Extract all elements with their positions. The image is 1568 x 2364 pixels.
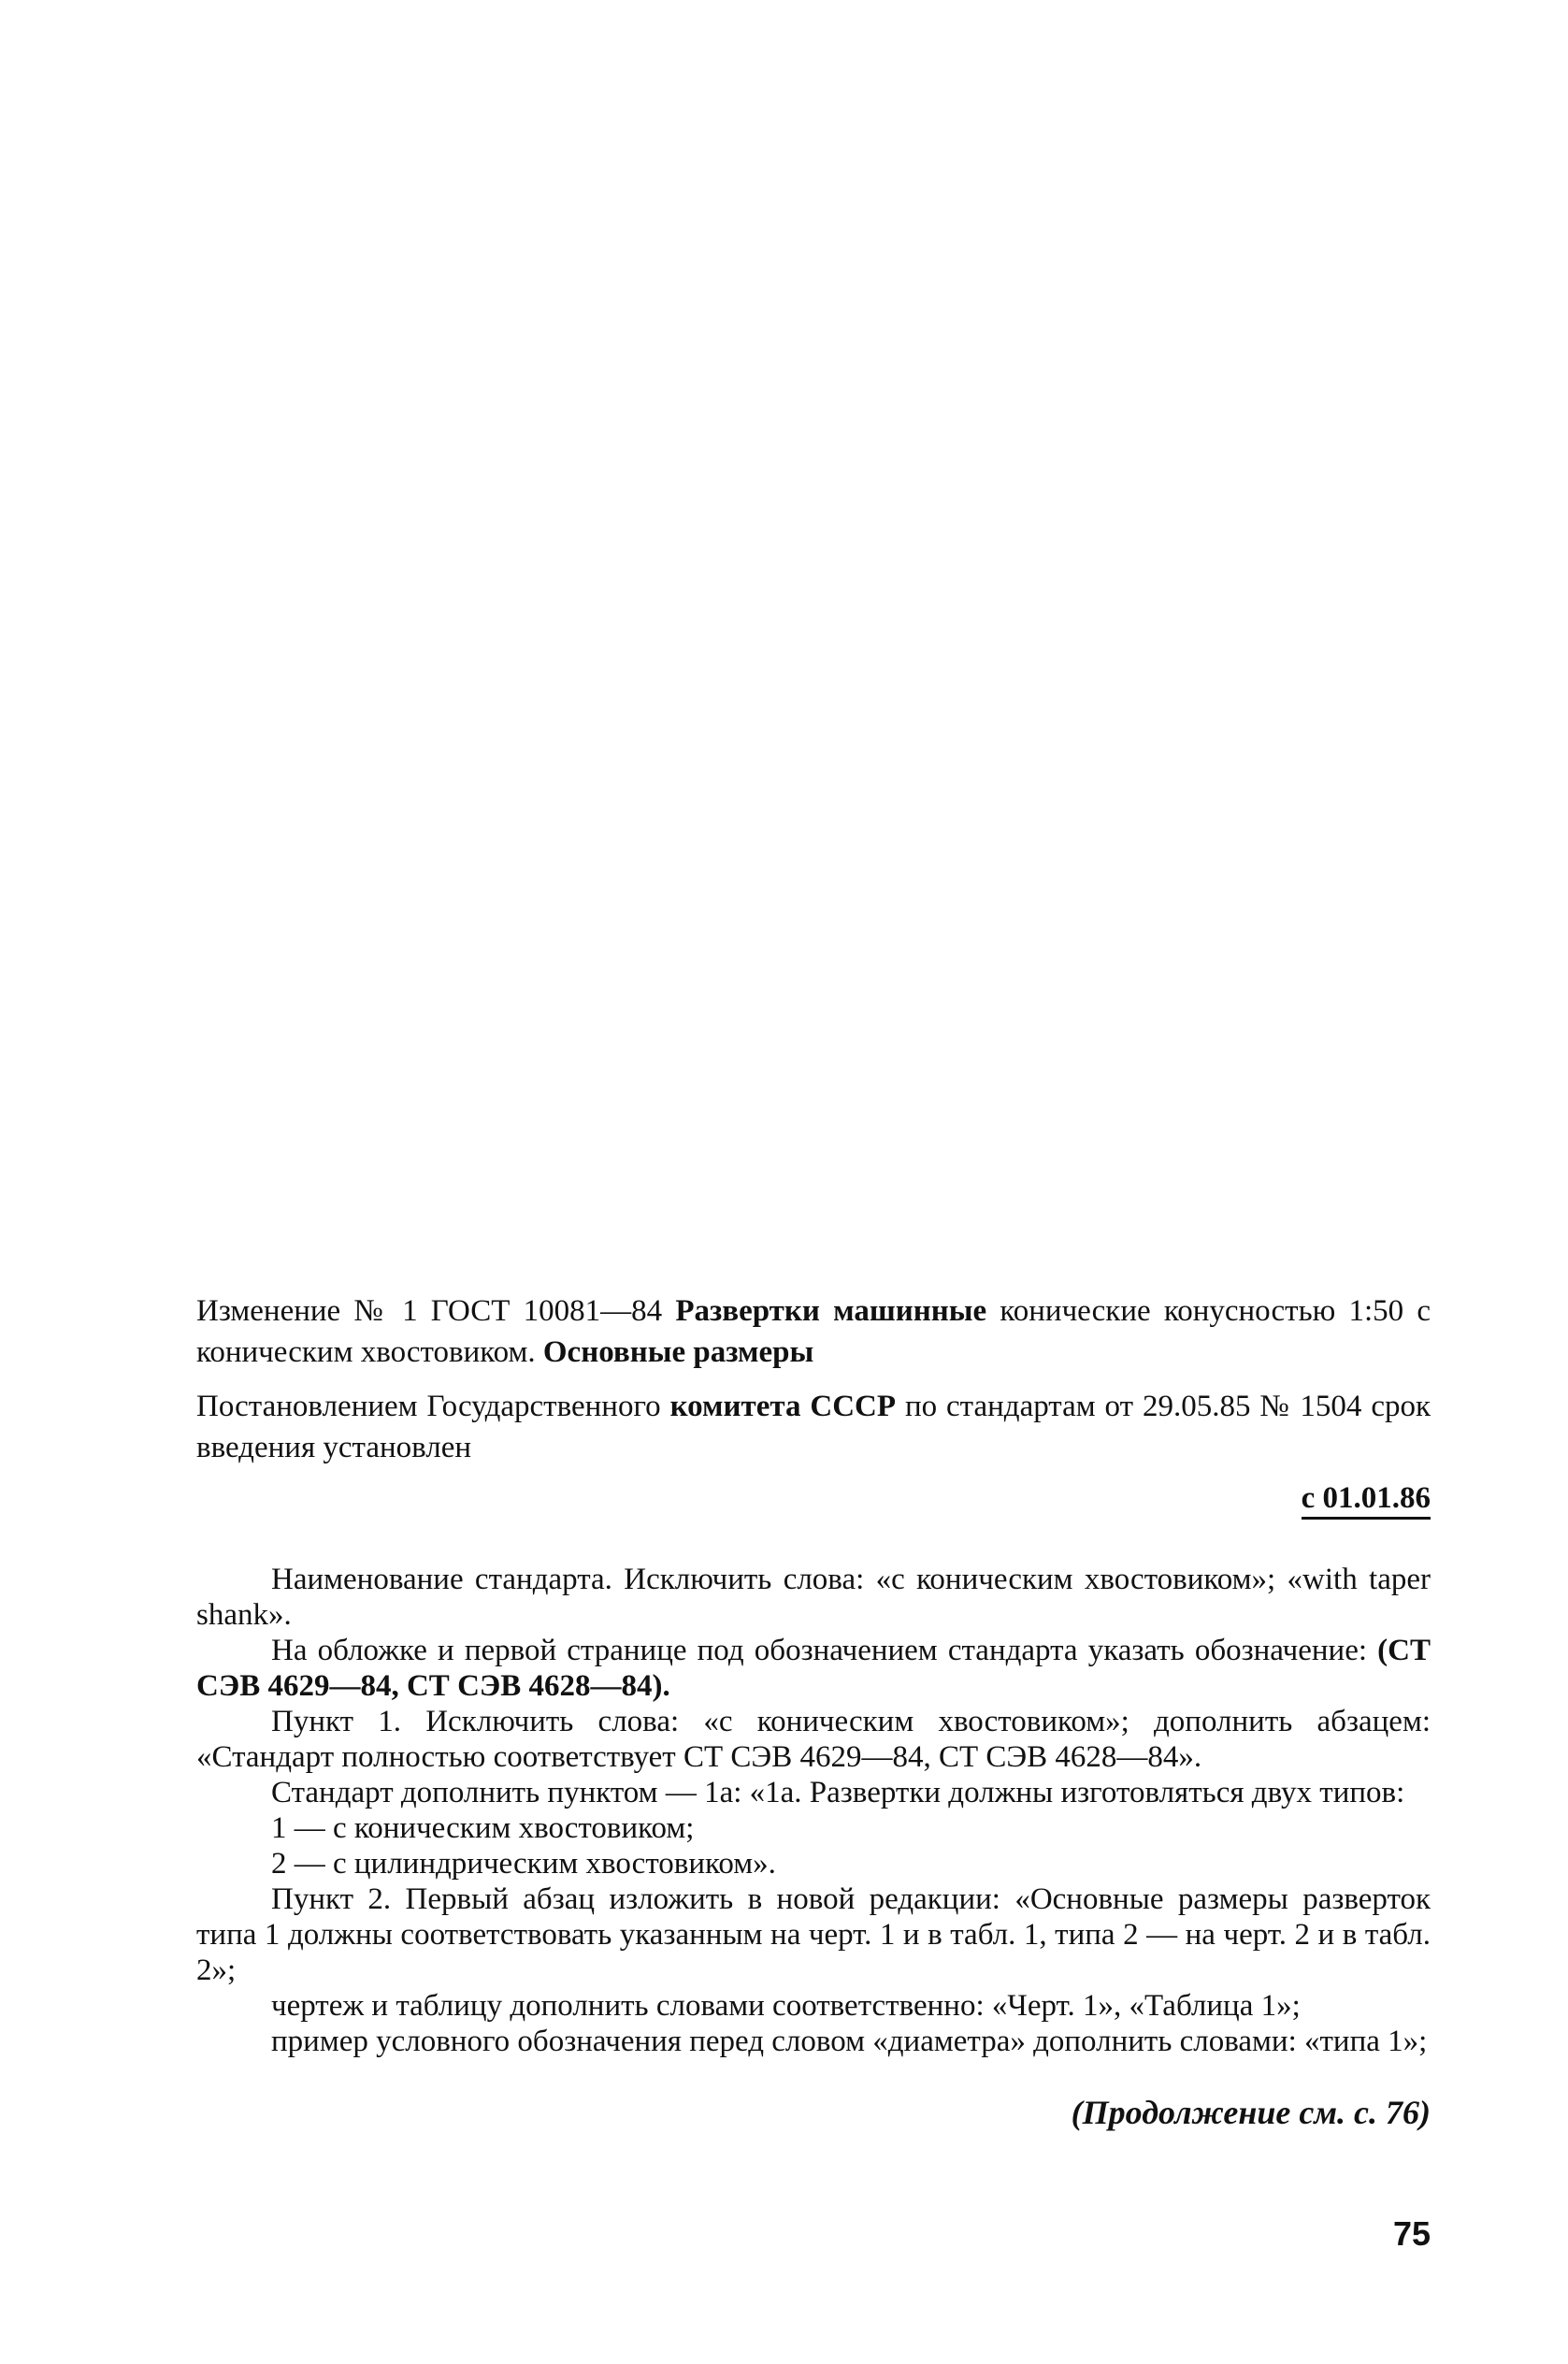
title-part-2: конические конусностью 1:50 с коническим хвостовиком. — [196, 1294, 1431, 1369]
title-bold-2: Основные размеры — [542, 1335, 814, 1369]
page-number: 75 — [1393, 2214, 1431, 2253]
amendment-content — [196, 1290, 1431, 2166]
continued-note: (Продолжение см. с. 76) — [1071, 2094, 1431, 2131]
paragraph-6: чертеж и таблицу дополнить словами соответственно: «Черт. 1», «Таблица 1»; — [271, 1989, 1301, 2023]
title-bold-1: Развертки машинные — [675, 1294, 987, 1328]
list-item-type-1: 1 — с коническим хвостовиком; — [271, 1811, 695, 1845]
amendment-body — [196, 1562, 1431, 2059]
paragraph-2-text: На обложке и первой странице под обозначением стандарта указать обозначение: — [271, 1634, 1378, 1667]
resolution-part-1: Постановлением Государственного — [196, 1390, 670, 1423]
list-item-type-2: 2 — с цилиндрическим хвостовиком». — [271, 1847, 776, 1881]
resolution-text — [196, 1386, 1431, 1468]
paragraph-2 — [196, 1633, 1431, 1704]
paragraph-7: пример условного обозначения перед словом «диаметра» дополнить словами: «типа 1»; — [271, 2025, 1428, 2058]
effective-date — [196, 1478, 1431, 1519]
effective-date-value: с 01.01.86 — [1302, 1481, 1431, 1520]
title-part-1: Изменение № 1 ГОСТ 10081—84 — [196, 1294, 676, 1328]
paragraph-2-designation: (СТ СЭВ 4629—84, СТ СЭВ 4628—84). — [196, 1634, 1431, 1703]
paragraph-5: Пункт 2. Первый абзац изложить в новой редакции: «Основные размеры разверток типа 1 должны соответствовать указанным на черт. 1 и в табл. 1, типа 2 — на черт. 2 и в табл. 2»; — [196, 1882, 1431, 1987]
amendment-title — [196, 1290, 1431, 1373]
resolution-bold: комитета СССР — [669, 1390, 897, 1423]
paragraph-3: Пункт 1. Исключить слова: «с коническим хвостовиком»; дополнить абзацем: «Стандарт полностью соответствует СТ СЭВ 4629—84, СТ СЭВ 4628—84». — [196, 1705, 1431, 1774]
paragraph-4: Стандарт дополнить пунктом — 1а: «1а. Развертки должны изготовляться двух типов: — [271, 1776, 1405, 1809]
resolution-part-2: по стандартам от 29.05.85 № 1504 срок введения установлен — [196, 1390, 1431, 1464]
paragraph-1: Наименование стандарта. Исключить слова: «с коническим хвостовиком»; «with taper shank». — [196, 1563, 1431, 1632]
